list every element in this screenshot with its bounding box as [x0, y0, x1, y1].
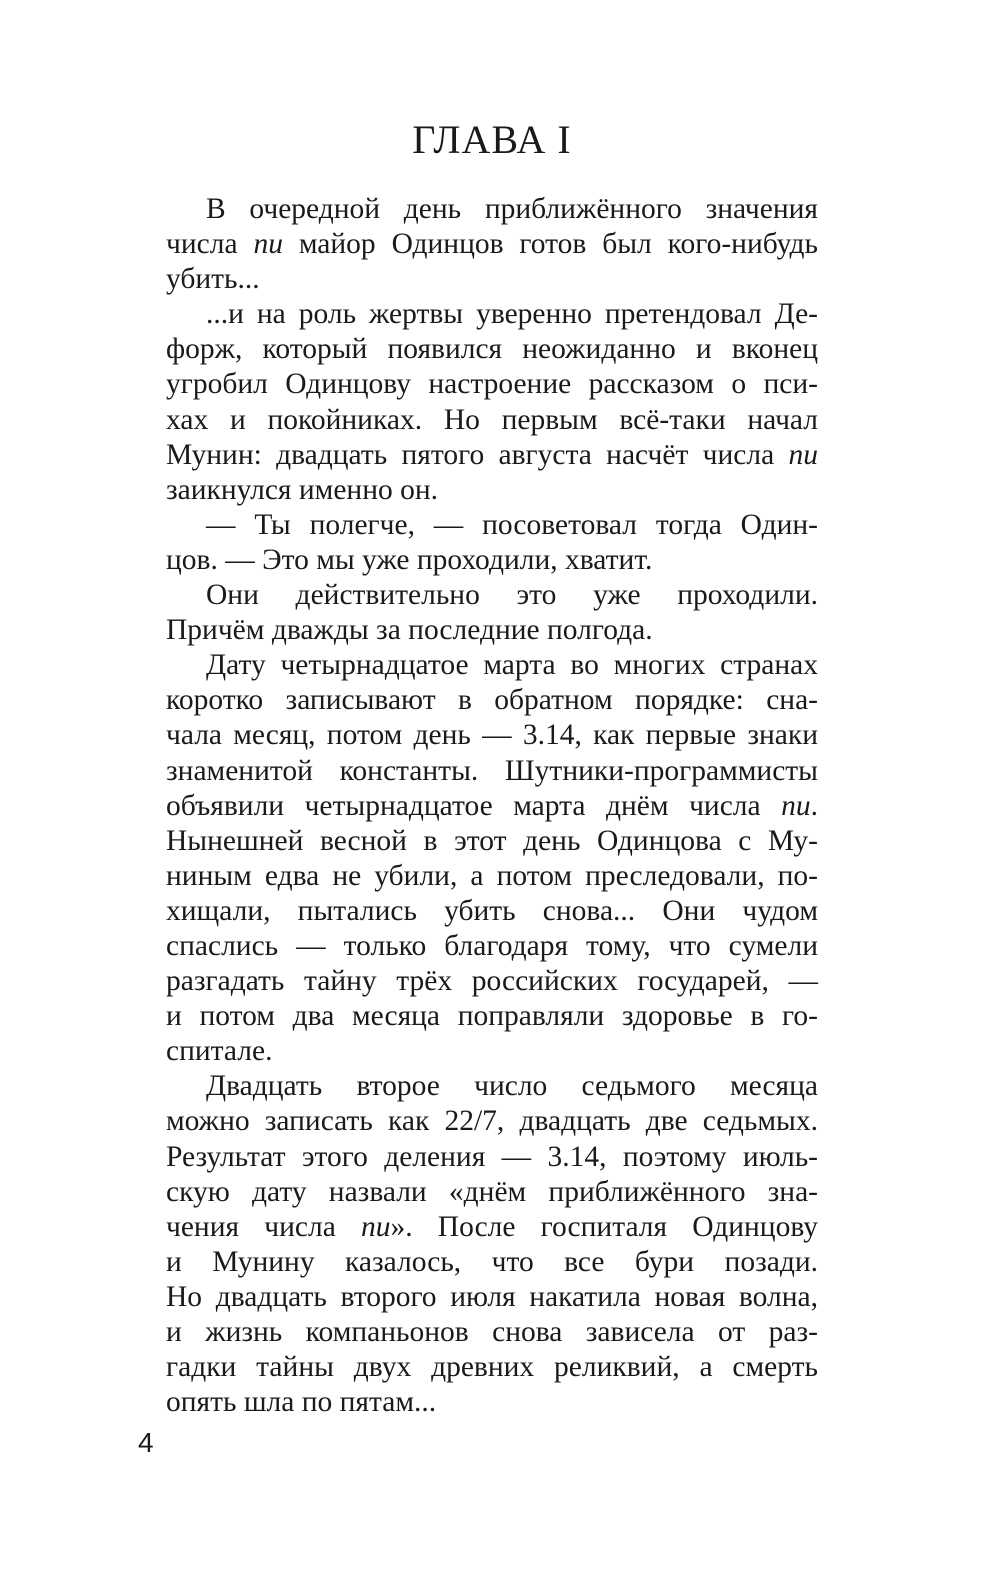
chapter-body: [166, 192, 818, 1420]
text-line: спаслись — только благодаря тому, что сумели: [166, 929, 818, 962]
text-line: Они действительно это уже проходили.: [206, 579, 818, 612]
text-line: форж, который появился неожиданно и вконец: [166, 333, 818, 366]
text-line: Результат этого деления — 3.14, поэтому июль-: [166, 1140, 818, 1173]
text-line: — Ты полегче, — посоветовал тогда Один-: [206, 508, 818, 541]
text-line: Нынешней весной в этот день Одинцова с Му-: [166, 824, 818, 857]
paragraph: [166, 192, 818, 297]
text-line: объявили четырнадцатое марта днём числа пи.: [166, 789, 818, 822]
paragraph: [166, 1069, 818, 1420]
text-line: скую дату назвали «днём приближённого зна-: [166, 1175, 818, 1208]
text-line: хищали, пытались убить снова... Они чудом: [166, 894, 818, 927]
text-line: Но двадцать второго июля накатила новая волна,: [166, 1280, 818, 1313]
text-line: Двадцать второе число седьмого месяца: [206, 1070, 818, 1103]
text-line: знаменитой константы. Шутники-программисты: [166, 754, 818, 787]
text-line: разгадать тайну трёх российских государей, —: [166, 965, 818, 998]
text-line: и жизнь компаньонов снова зависела от раз-: [166, 1316, 818, 1348]
text-line: ...и на роль жертвы уверенно претендовал Де-: [206, 298, 818, 331]
text-line: В очередной день приближённого значения: [206, 193, 818, 225]
text-line: убить...: [166, 263, 260, 296]
text-line: чения числа пи». После госпиталя Одинцову: [166, 1210, 818, 1243]
text-line: Дату четырнадцатое марта во многих странах: [206, 649, 818, 682]
text-line: Причём дважды за последние полгода.: [166, 614, 653, 647]
text-line: угробил Одинцову настроение рассказом о пси-: [166, 368, 818, 401]
chapter-title: ГЛАВА I: [412, 117, 572, 162]
text-line: Мунин: двадцать пятого августа насчёт числа пи: [166, 438, 818, 471]
text-line: коротко записывают в обратном порядке: сна-: [166, 684, 818, 717]
text-line: гадки тайны двух древних реликвий, а смерть: [166, 1351, 818, 1384]
text-line: чала месяц, потом день — 3.14, как первые знаки: [166, 719, 818, 752]
text-line: можно записать как 22/7, двадцать две седьмых.: [166, 1105, 818, 1138]
text-line: хах и покойниках. Но первым всё-таки начал: [166, 403, 818, 436]
paragraph: [166, 578, 818, 648]
text-line: цов. — Это мы уже проходили, хватит.: [166, 543, 653, 576]
paragraph: [166, 297, 818, 508]
text-line: числа пи майор Одинцов готов был кого-нибудь: [166, 228, 818, 261]
paragraph: [166, 648, 818, 1069]
text-line: и Мунину казалось, что все бури позади.: [166, 1245, 818, 1278]
book-page: [166, 110, 818, 1420]
text-line: опять шла по пятам...: [166, 1386, 437, 1419]
text-line: заикнулся именно он.: [166, 473, 439, 506]
paragraph: [166, 508, 818, 578]
text-line: и потом два месяца поправляли здоровье в го-: [166, 1000, 818, 1033]
page-number: 4: [138, 1427, 154, 1458]
text-line: ниным едва не убили, а потом преследовали, по-: [166, 859, 818, 892]
text-line: спитале.: [166, 1035, 273, 1068]
